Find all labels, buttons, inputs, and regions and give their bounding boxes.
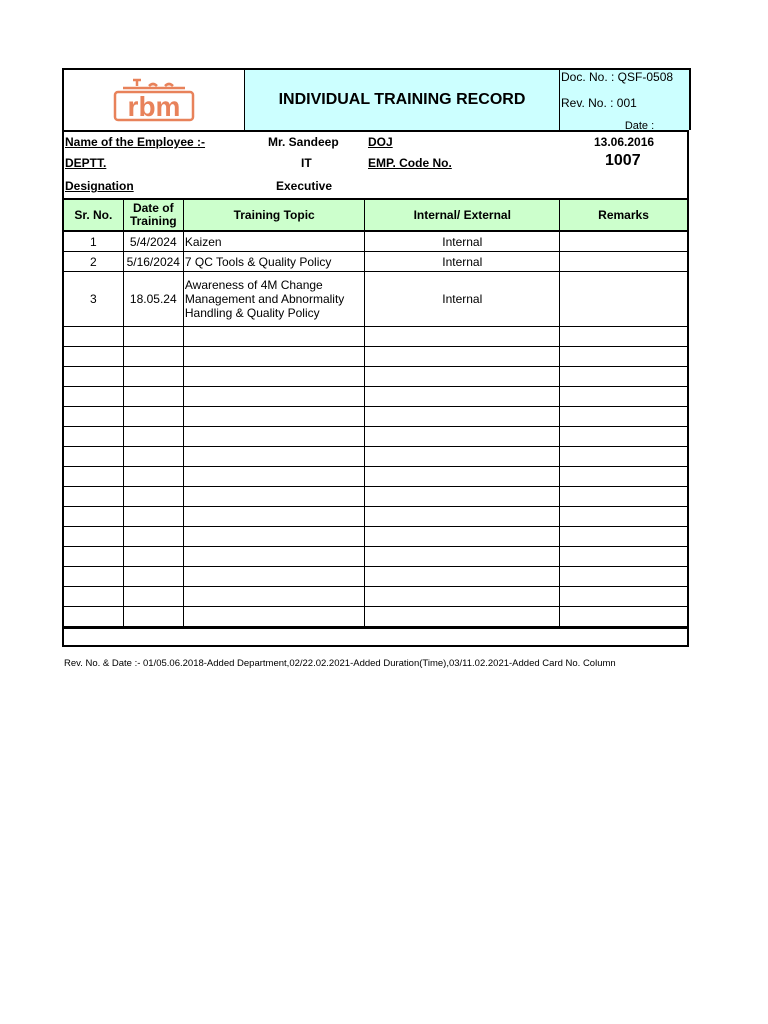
rev-date-label: Date :: [624, 121, 655, 129]
company-logo: [64, 76, 244, 124]
header-table: [62, 68, 691, 130]
cell-sr: 1: [63, 231, 123, 252]
cell-date: 5/4/2024: [123, 231, 183, 252]
empty-cell: [365, 527, 560, 547]
designation-label: Designation: [65, 179, 134, 193]
col-header-date: Date of Training: [123, 199, 183, 231]
empty-row: [63, 467, 688, 487]
empty-cell: [560, 487, 688, 507]
empty-cell: [63, 347, 123, 367]
empty-cell: [365, 467, 560, 487]
emp-code-value: 1007: [605, 152, 641, 169]
empty-cell: [123, 567, 183, 587]
cell-topic: Kaizen: [183, 231, 365, 252]
empty-cell: [560, 587, 688, 607]
empty-cell: [183, 427, 365, 447]
empty-cell: [63, 507, 123, 527]
empty-cell: [183, 467, 365, 487]
empty-cell: [123, 327, 183, 347]
empty-cell: [123, 587, 183, 607]
empty-row: [63, 527, 688, 547]
empty-cell: [183, 607, 365, 627]
empty-cell: [365, 447, 560, 467]
empty-cell: [560, 387, 688, 407]
empty-cell: [123, 367, 183, 387]
cell-date: 18.05.24: [123, 272, 183, 327]
empty-cell: [183, 367, 365, 387]
dept-label: DEPTT.: [65, 156, 107, 170]
revision-note: Rev. No. & Date :- 01/05.06.2018-Added Department,02/22.02.2021-Added Duration(Time),03/11.02.2021-Added Card No. Column: [64, 658, 616, 669]
empty-cell: [123, 427, 183, 447]
empty-cell: [123, 607, 183, 627]
empty-rows: [63, 327, 688, 627]
doc-number: Doc. No. : QSF-0508: [561, 70, 674, 84]
cell-remarks: [560, 252, 688, 272]
empty-cell: [63, 607, 123, 627]
svg-text:rbm: rbm: [127, 91, 181, 122]
empty-cell: [560, 347, 688, 367]
empty-cell: [560, 427, 688, 447]
empty-cell: [183, 387, 365, 407]
empty-cell: [63, 547, 123, 567]
empty-row: [63, 427, 688, 447]
empty-cell: [560, 327, 688, 347]
empty-row: [63, 507, 688, 527]
empty-cell: [123, 407, 183, 427]
col-header-type: Internal/ External: [365, 199, 560, 231]
empty-cell: [183, 327, 365, 347]
empty-cell: [183, 507, 365, 527]
cell-topic: 7 QC Tools & Quality Policy: [183, 252, 365, 272]
empty-cell: [63, 327, 123, 347]
table-header-row: [63, 199, 688, 231]
empty-cell: [183, 567, 365, 587]
cell-type: Internal: [365, 272, 560, 327]
doj-label: DOJ: [368, 135, 393, 149]
cell-sr: 3: [63, 272, 123, 327]
empty-row: [63, 567, 688, 587]
dept-value: IT: [301, 156, 312, 170]
empty-cell: [560, 527, 688, 547]
rev-number: Rev. No. : 001: [561, 96, 637, 110]
empty-cell: [63, 467, 123, 487]
empty-cell: [365, 607, 560, 627]
empty-cell: [560, 567, 688, 587]
empty-cell: [365, 347, 560, 367]
empty-row: [63, 447, 688, 467]
empty-cell: [183, 527, 365, 547]
table-row: [63, 272, 688, 327]
empty-cell: [365, 407, 560, 427]
col-header-topic: Training Topic: [183, 199, 365, 231]
empty-cell: [183, 547, 365, 567]
empty-cell: [123, 347, 183, 367]
empty-row: [63, 347, 688, 367]
empty-cell: [365, 427, 560, 447]
table-footer: [62, 627, 689, 647]
designation-value: Executive: [276, 179, 333, 193]
empty-cell: [365, 487, 560, 507]
empty-cell: [63, 447, 123, 467]
empty-cell: [560, 547, 688, 567]
empty-cell: [63, 487, 123, 507]
empty-cell: [123, 487, 183, 507]
empty-cell: [63, 587, 123, 607]
cell-date: 5/16/2024: [123, 252, 183, 272]
col-header-remarks: Remarks: [560, 199, 688, 231]
empty-cell: [183, 587, 365, 607]
empty-cell: [560, 507, 688, 527]
employee-name-label: Name of the Employee :-: [65, 135, 206, 149]
empty-cell: [123, 507, 183, 527]
empty-cell: [123, 547, 183, 567]
empty-cell: [183, 347, 365, 367]
empty-row: [63, 327, 688, 347]
cell-sr: 2: [63, 252, 123, 272]
empty-cell: [63, 527, 123, 547]
empty-cell: [63, 567, 123, 587]
empty-cell: [63, 407, 123, 427]
cell-remarks: [560, 272, 688, 327]
empty-row: [63, 367, 688, 387]
emp-code-label: EMP. Code No.: [368, 156, 452, 170]
empty-cell: [183, 447, 365, 467]
cell-type: Internal: [365, 231, 560, 252]
empty-cell: [365, 507, 560, 527]
doj-value: 13.06.2016: [594, 135, 655, 149]
empty-cell: [365, 547, 560, 567]
empty-cell: [365, 327, 560, 347]
empty-row: [63, 387, 688, 407]
empty-cell: [183, 487, 365, 507]
logo-cell: [63, 69, 245, 130]
document-title: INDIVIDUAL TRAINING RECORD: [245, 69, 560, 130]
table-row: [63, 231, 688, 252]
empty-cell: [123, 467, 183, 487]
empty-cell: [123, 387, 183, 407]
empty-row: [63, 407, 688, 427]
training-table: [62, 198, 689, 627]
empty-cell: [560, 367, 688, 387]
empty-cell: [63, 427, 123, 447]
table-row: [63, 252, 688, 272]
empty-cell: [560, 447, 688, 467]
empty-cell: [123, 527, 183, 547]
empty-cell: [365, 367, 560, 387]
empty-row: [63, 607, 688, 627]
empty-cell: [123, 447, 183, 467]
employee-info: [62, 130, 689, 198]
empty-cell: [560, 607, 688, 627]
empty-cell: [560, 467, 688, 487]
empty-cell: [365, 587, 560, 607]
empty-cell: [183, 407, 365, 427]
col-header-sr: Sr. No.: [63, 199, 123, 231]
empty-row: [63, 587, 688, 607]
cell-topic: Awareness of 4M Change Management and Abnormality Handling & Quality Policy: [183, 272, 365, 327]
empty-cell: [365, 567, 560, 587]
empty-cell: [560, 407, 688, 427]
cell-type: Internal: [365, 252, 560, 272]
empty-cell: [365, 387, 560, 407]
empty-cell: [63, 387, 123, 407]
employee-name-value: Mr. Sandeep: [268, 135, 339, 149]
training-record-sheet: [62, 68, 689, 647]
empty-row: [63, 547, 688, 567]
doc-info: [560, 69, 691, 130]
empty-row: [63, 487, 688, 507]
cell-remarks: [560, 231, 688, 252]
empty-cell: [63, 367, 123, 387]
